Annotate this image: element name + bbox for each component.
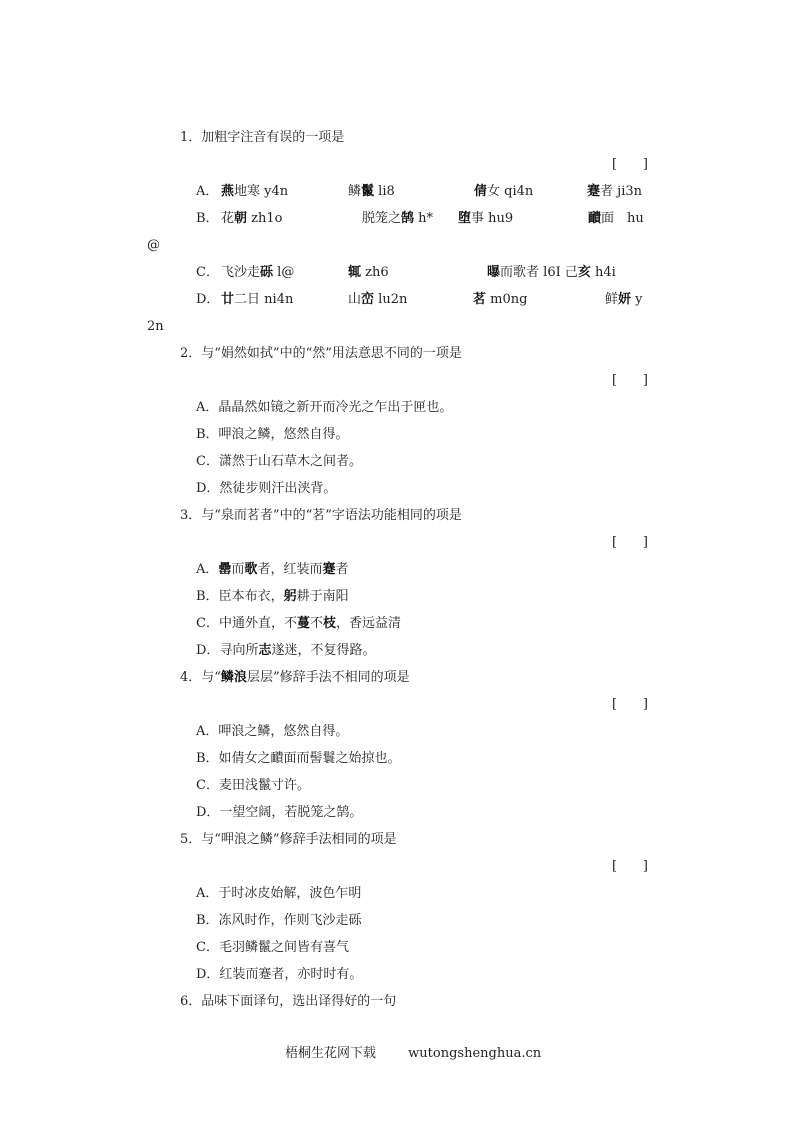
answer-bracket-3: [ ] xyxy=(612,535,648,550)
question-3-stem: 3．与“泉而茗者”中的“茗”字语法功能相同的项是 xyxy=(180,508,462,523)
answer-bracket-1: [ ] xyxy=(612,157,648,172)
question-1-stem: 1．加粗字注音有误的一项是 xyxy=(180,130,345,145)
question-2-stem: 2．与“娟然如拭”中的“然”用法意思不同的一项是 xyxy=(180,346,462,361)
question-2-option-d: D．然徒步则汗出浃背。 xyxy=(196,481,337,496)
answer-bracket-5: [ ] xyxy=(612,859,648,874)
document-page: 1．加粗字注音有误的一项是 [ ] A． 燕地寒 y4n 鳞鬣 li8 倩女 qi4n 蹇者 ji3n B． 花朝 zh1o 脱笼之鹄 h* 堕事 hu9 靧面 hu @ C． 飞沙走砾 l@ 辄 zh6 曝而歌者 l6I 己亥 h4i D． 廿二日 ni4n 山峦 lu2n 茗 m0ng 鲜妍 y 2n 2．与“娟然如拭”中的“然”用法意思不同的一项是 [ ] A．晶晶然如镜之新开而冷光之乍出于匣也。 B．呷浪之鳞，悠然自得。 C．潇然于山石草木之间者。 D．然徒步则汗出浃背。 3．与“泉而茗者”中的“茗”字语法功能相同的项是 [ ] A．罍而歌者，红装而蹇者 B．臣本布衣，躬耕于南阳 C．中通外直，不蔓不枝，香远益清 D．寻向所志遂迷，不复得路。 4．与“鳞浪层层”修辞手法不相同的项是 [ ] A．呷浪之鳞，悠然自得。 B．如倩女之靧面而髻鬟之始掠也。 C．麦田浅鬣寸许。 D．一望空阔，若脱笼之鹄。 5．与“呷浪之鳞”修辞手法相同的项是 [ ] A．于时冰皮始解，波色乍明 B．冻风时作，作则飞沙走砾 C．毛羽鳞鬣之间皆有喜气 D．红装而蹇者，亦时时有。 6．品味下面译句，选出译得好的一句 梧桐生花网下载 wutongshenghua.cn xyxy=(147,130,648,1061)
question-3-option-a: A．罍而歌者，红装而蹇者 xyxy=(196,562,349,577)
question-2-option-b: B．呷浪之鳞，悠然自得。 xyxy=(196,427,349,442)
question-5-option-b: B．冻风时作，作则飞沙走砾 xyxy=(196,913,362,928)
question-4-option-d: D．一望空阔，若脱笼之鹄。 xyxy=(196,805,363,820)
question-2-option-c: C．潇然于山石草木之间者。 xyxy=(196,454,362,469)
question-4-stem: 4．与“鳞浪层层”修辞手法不相同的项是 xyxy=(180,670,410,685)
question-3-option-d: D．寻向所志遂迷，不复得路。 xyxy=(196,643,376,658)
question-4-option-b: B．如倩女之靧面而髻鬟之始掠也。 xyxy=(196,751,401,766)
question-3-option-c: C．中通外直，不蔓不枝，香远益清 xyxy=(196,616,402,631)
answer-bracket-2: [ ] xyxy=(612,373,648,388)
question-5-option-d: D．红装而蹇者，亦时时有。 xyxy=(196,967,363,982)
answer-bracket-4: [ ] xyxy=(612,697,648,712)
question-4-option-c: C．麦田浅鬣寸许。 xyxy=(196,778,310,793)
question-5-stem: 5．与“呷浪之鳞”修辞手法相同的项是 xyxy=(180,832,397,847)
question-5-option-a: A．于时冰皮始解，波色乍明 xyxy=(196,886,362,901)
question-3-option-b: B．臣本布衣，躬耕于南阳 xyxy=(196,589,349,604)
question-1-option-d-wrap: 2n xyxy=(147,319,164,334)
question-4-option-a: A．呷浪之鳞，悠然自得。 xyxy=(196,724,349,739)
question-2-option-a: A．晶晶然如镜之新开而冷光之乍出于匣也。 xyxy=(196,400,453,415)
footer-site-name: 梧桐生花网下载 xyxy=(285,1046,377,1061)
question-5-option-c: C．毛羽鳞鬣之间皆有喜气 xyxy=(196,940,349,955)
question-6-stem: 6．品味下面译句，选出译得好的一句 xyxy=(180,994,397,1009)
footer-url: wutongshenghua.cn xyxy=(408,1046,542,1061)
question-1-option-b-wrap: @ xyxy=(147,238,160,253)
page-footer xyxy=(285,1042,541,1061)
